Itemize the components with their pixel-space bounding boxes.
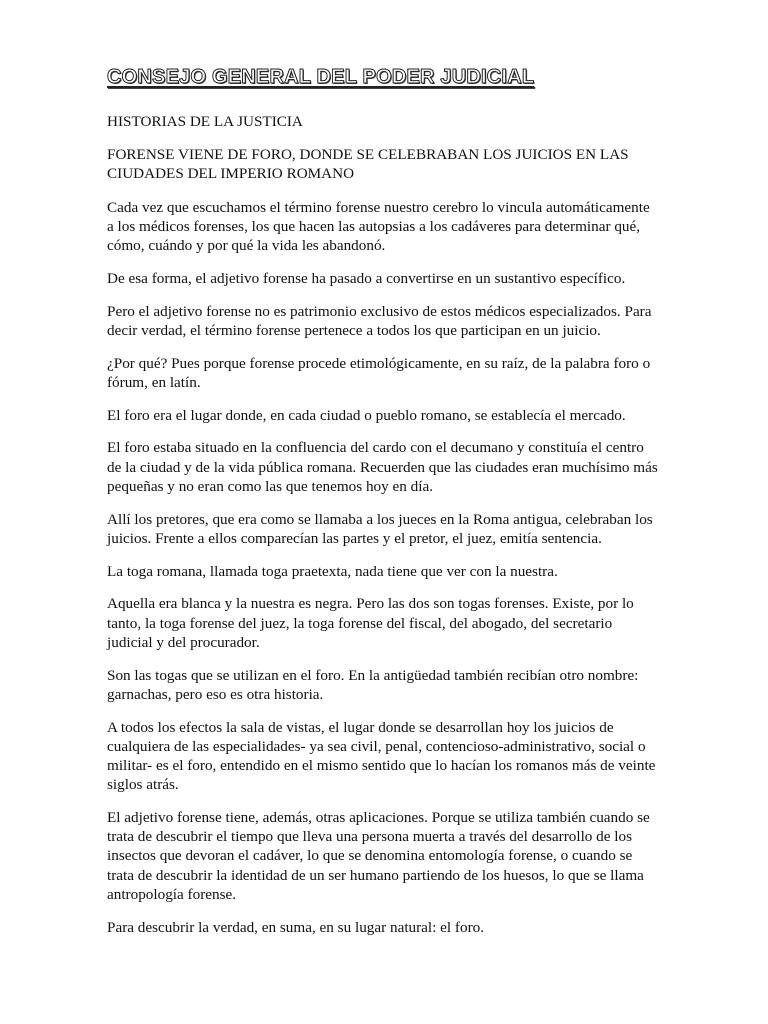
paragraph: A todos los efectos la sala de vistas, el lugar donde se desarrollan hoy los juicios de cualquiera de las especialidades- ya sea civil, penal, contencioso-administrativo, social o militar- es el foro, entendido en el mismo sentido que lo hacían los romanos más de veinte siglos atrás. (107, 718, 656, 794)
paragraph: Pero el adjetivo forense no es patrimonio exclusivo de estos médicos especializados. Para decir verdad, el término forense pertenece a todos los que participan en un juicio. (107, 302, 652, 339)
section-title: HISTORIAS DE LA JUSTICIA (107, 113, 303, 130)
paragraph: ¿Por qué? Pues porque forense procede etimológicamente, en su raíz, de la palabra foro o fórum, en latín. (107, 354, 651, 391)
paragraph: El adjetivo forense tiene, además, otras aplicaciones. Porque se utiliza también cuando se trata de descubrir el tiempo que lleva una persona muerta a través del desarrollo de los insectos que devoran el cadáver, lo que se denomina entomología forense, o cuando se trata de descubrir la identidad de un ser humano partiendo de los huesos, lo que se llama antropología forense. (107, 809, 650, 903)
article-title: FORENSE VIENE DE FORO, DONDE SE CELEBRABAN LOS JUICIOS EN LAS CIUDADES DEL IMPERIO ROMANO (107, 145, 629, 182)
document-body (107, 112, 659, 950)
paragraph: La toga romana, llamada toga praetexta, nada tiene que ver con la nuestra. (107, 562, 558, 580)
document-heading: CONSEJO GENERAL DEL PODER JUDICIAL (107, 66, 535, 88)
paragraph: Son las togas que se utilizan en el foro. En la antigüedad también recibían otro nombre: garnachas, pero eso es otra historia. (107, 666, 639, 703)
paragraph: Aquella era blanca y la nuestra es negra. Pero las dos son togas forenses. Existe, por lo tanto, la toga forense del juez, la toga forense del fiscal, del abogado, del secretario judicial y del procurador. (107, 595, 634, 651)
paragraph: Cada vez que escuchamos el término forense nuestro cerebro lo vincula automáticamente a los médicos forenses, los que hacen las autopsias a los cadáveres para determinar qué, cómo, cuándo y por qué la vida les abandonó. (107, 198, 650, 254)
paragraph: El foro estaba situado en la confluencia del cardo con el decumano y constituía el centro de la ciudad y de la vida pública romana. Recuerden que las ciudades eran muchísimo más pequeñas y no eran como las que tenemos hoy en día. (107, 439, 658, 495)
paragraph: Allí los pretores, que era como se llamaba a los jueces en la Roma antigua, celebraban los juicios. Frente a ellos comparecían las partes y el pretor, el juez, emitía sentencia. (107, 510, 653, 547)
paragraph: Para descubrir la verdad, en suma, en su lugar natural: el foro. (107, 918, 485, 936)
paragraph: De esa forma, el adjetivo forense ha pasado a convertirse en un sustantivo específico. (107, 269, 626, 287)
paragraph: El foro era el lugar donde, en cada ciudad o pueblo romano, se establecía el mercado. (107, 406, 626, 424)
